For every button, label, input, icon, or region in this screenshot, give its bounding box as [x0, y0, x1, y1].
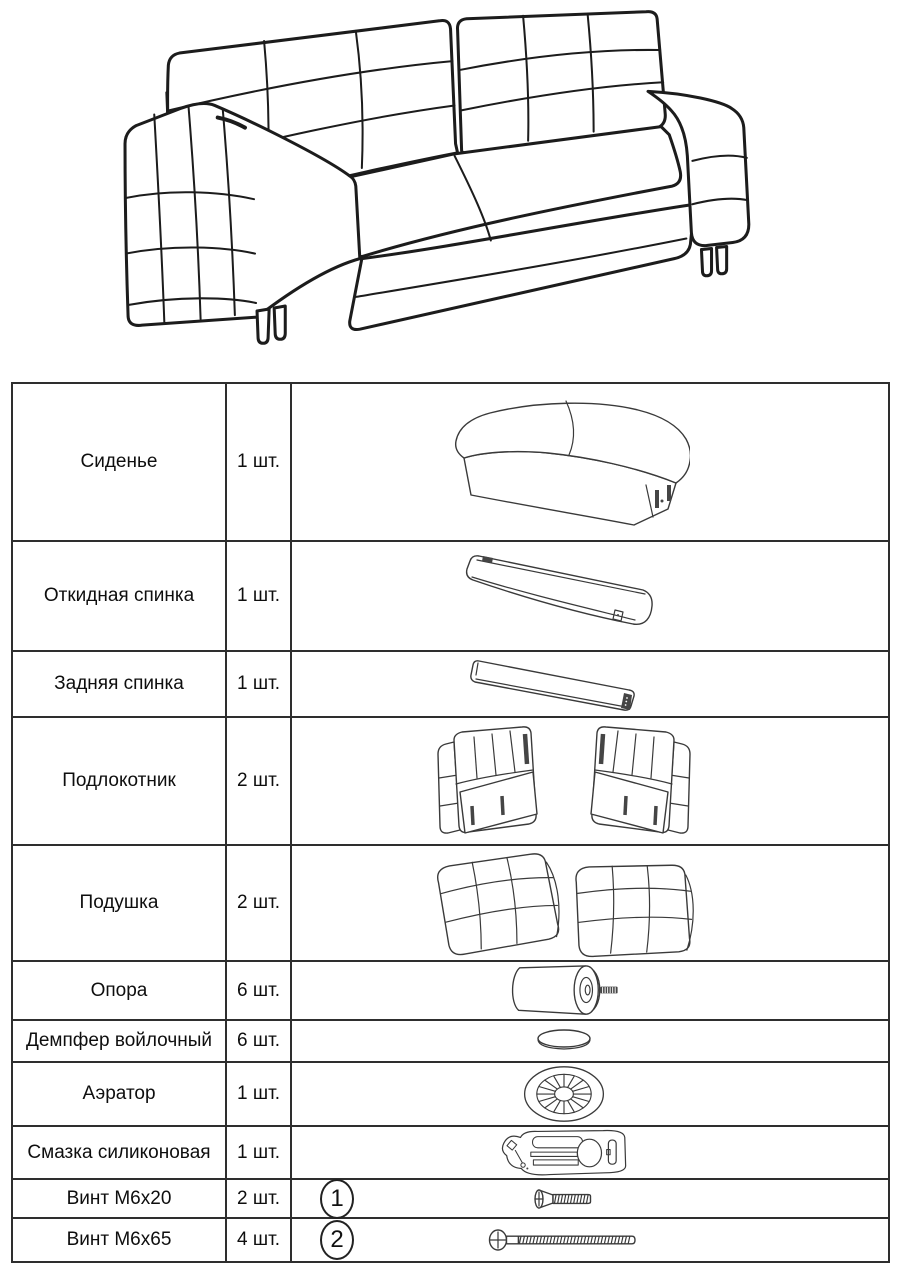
screw-m6x65-icon	[488, 1227, 640, 1253]
leg-support-icon	[500, 963, 628, 1019]
aerator-icon	[512, 1064, 616, 1124]
step-badge: 1	[320, 1179, 354, 1219]
rear-backrest-icon	[464, 655, 664, 713]
part-illustration-cell	[291, 1218, 889, 1262]
table-row	[12, 1179, 889, 1218]
part-name: Подлокотник	[12, 717, 226, 845]
part-qty: 1 шт.	[226, 541, 291, 651]
armrest-pair-icon	[430, 720, 698, 842]
parts-table	[11, 382, 890, 1263]
part-illustration-cell	[291, 961, 889, 1020]
part-illustration-cell	[291, 1179, 889, 1218]
part-qty: 1 шт.	[226, 1062, 291, 1126]
seat-part-icon	[438, 395, 690, 529]
sofa-line-art	[122, 4, 772, 348]
part-qty: 2 шт.	[226, 845, 291, 961]
part-qty: 6 шт.	[226, 961, 291, 1020]
part-qty: 1 шт.	[226, 651, 291, 717]
step-badge: 2	[320, 1220, 354, 1260]
part-illustration-cell	[291, 1126, 889, 1179]
part-qty: 2 шт.	[226, 1179, 291, 1218]
table-row	[12, 541, 889, 651]
part-name: Опора	[12, 961, 226, 1020]
screw-m6x20-icon	[529, 1186, 599, 1212]
part-name: Смазка силиконовая	[12, 1126, 226, 1179]
table-row	[12, 651, 889, 717]
part-qty: 1 шт.	[226, 383, 291, 541]
part-name: Винт М6х20	[12, 1179, 226, 1218]
part-name: Задняя спинка	[12, 651, 226, 717]
folding-backrest-icon	[457, 550, 672, 642]
part-illustration-cell	[291, 383, 889, 541]
part-name: Сиденье	[12, 383, 226, 541]
felt-damper-icon	[529, 1028, 599, 1054]
part-illustration-cell	[291, 651, 889, 717]
table-row	[12, 961, 889, 1020]
back-cushion-pair-icon	[429, 847, 699, 959]
part-illustration-cell	[291, 1062, 889, 1126]
part-qty: 2 шт.	[226, 717, 291, 845]
table-row	[12, 845, 889, 961]
part-name: Аэратор	[12, 1062, 226, 1126]
table-row	[12, 717, 889, 845]
table-row	[12, 1126, 889, 1179]
part-qty: 6 шт.	[226, 1020, 291, 1062]
table-row	[12, 383, 889, 541]
part-name: Винт М6х65	[12, 1218, 226, 1262]
part-illustration-cell	[291, 1020, 889, 1062]
part-name: Откидная спинка	[12, 541, 226, 651]
part-illustration-cell	[291, 717, 889, 845]
part-qty: 1 шт.	[226, 1126, 291, 1179]
sofa-illustration	[122, 4, 772, 348]
table-row	[12, 1020, 889, 1062]
silicone-grease-icon	[483, 1128, 645, 1178]
part-name: Подушка	[12, 845, 226, 961]
part-name: Демпфер войлочный	[12, 1020, 226, 1062]
part-qty: 4 шт.	[226, 1218, 291, 1262]
table-row	[12, 1218, 889, 1262]
part-illustration-cell	[291, 541, 889, 651]
part-illustration-cell	[291, 845, 889, 961]
table-row	[12, 1062, 889, 1126]
